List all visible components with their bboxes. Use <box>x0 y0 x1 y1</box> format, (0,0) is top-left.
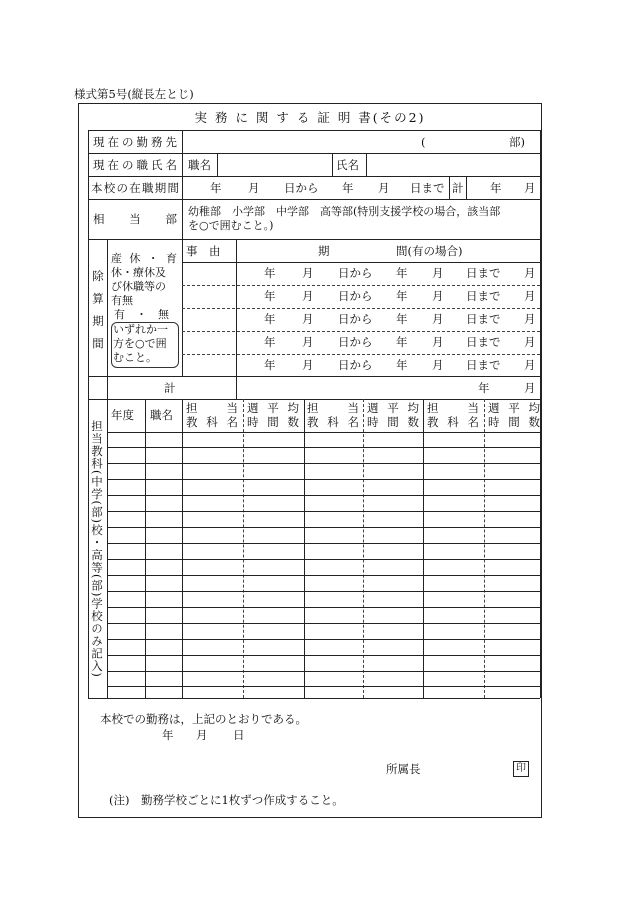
exclusion-reason-field[interactable] <box>184 286 234 306</box>
tenure-to-month: 月 <box>378 181 390 195</box>
name-label: 氏名 <box>336 158 359 172</box>
seal-mark: 印 <box>513 761 529 777</box>
position-label: 現在の職氏名 <box>93 158 177 172</box>
exclusion-reason-field[interactable] <box>184 263 234 283</box>
job-title-field[interactable] <box>219 155 331 175</box>
period-to-month: 月 <box>432 312 444 326</box>
name-field[interactable] <box>368 155 539 175</box>
footer-month: 月 <box>196 728 208 742</box>
period-from-year: 年 <box>264 266 276 280</box>
period-to-month: 月 <box>432 266 444 280</box>
period-to-month: 月 <box>432 335 444 349</box>
exclusion-note-line4: 有無 <box>111 294 133 307</box>
form-number-label: 様式第5号(縦長左とじ) <box>74 87 194 101</box>
tenure-label: 本校の在職期間 <box>91 181 179 195</box>
tenure-from-day: 日から <box>284 181 319 195</box>
period-duration-month: 月 <box>524 289 536 303</box>
col-subject-header-line1: 担 当 <box>186 401 238 415</box>
department-options-line1[interactable]: 幼稚部 小学部 中学部 高等部(特別支援学校の場合，該当部 <box>188 205 501 218</box>
col-hours-header-line2: 時間数 <box>247 415 299 429</box>
col-subject-header-line2: 教科名 <box>427 415 479 429</box>
exclusion-circle-note-line1: いずれか一 <box>113 323 168 336</box>
workplace-label: 現在の勤務先 <box>93 135 177 149</box>
period-from-month: 月 <box>302 312 314 326</box>
period-duration-month: 月 <box>524 266 536 280</box>
exclusion-circle-note-line2: 方を○で囲 <box>113 337 167 350</box>
tenure-total-year: 年 <box>490 181 502 195</box>
footer-day: 日 <box>233 728 245 742</box>
period-from-month: 月 <box>302 266 314 280</box>
period-from-day: 日から <box>338 358 373 372</box>
period-from-month: 月 <box>302 335 314 349</box>
footer-statement: 本校での勤務は，上記のとおりである。 <box>100 712 307 726</box>
exclusion-note-line1 <box>111 252 179 266</box>
exclusion-reason-field[interactable] <box>184 355 234 375</box>
tenure-from-month: 月 <box>248 181 260 195</box>
col-hours-header-line2: 時間数 <box>488 415 540 429</box>
period-to-month: 月 <box>432 358 444 372</box>
period-from-year: 年 <box>264 312 276 326</box>
period-from-year: 年 <box>264 335 276 349</box>
period-to-year: 年 <box>396 266 408 280</box>
col-year-header: 年度 <box>111 408 134 422</box>
period-header-b: 間(有の場合) <box>396 244 463 258</box>
exclusion-total-year: 年 <box>478 381 490 395</box>
period-to-day: 日まで <box>466 266 501 280</box>
period-duration-month: 月 <box>524 335 536 349</box>
footer-year: 年 <box>162 728 174 742</box>
col-subject-header-line1: 担 当 <box>307 401 359 415</box>
exclusion-reason-field[interactable] <box>184 309 234 329</box>
department-label: 相 当 部 <box>93 212 177 226</box>
subjects-vertical-label: 担当教科(中学(部)校・高等(部)学校のみ記入) <box>90 420 104 678</box>
col-subject-header-line2: 教科名 <box>307 415 359 429</box>
exclusion-total-label: 計 <box>164 381 176 395</box>
exclusion-note-text1: 産休・育 <box>111 252 177 265</box>
period-to-year: 年 <box>396 312 408 326</box>
period-from-year: 年 <box>264 289 276 303</box>
exclusion-yes-no[interactable]: 有 ・ 無 <box>114 308 169 321</box>
exclusion-reason-field[interactable] <box>184 332 234 352</box>
exclusion-total-month: 月 <box>524 381 536 395</box>
certificate-title: 実 務 に 関 す る 証 明 書(その2) <box>194 110 426 125</box>
exclusion-note-line2: 休・療休及 <box>111 266 166 279</box>
col-hours-header-line1: 週平均 <box>367 401 419 415</box>
job-title-label: 職名 <box>188 158 211 172</box>
period-from-day: 日から <box>338 335 373 349</box>
workplace-unit: 部) <box>509 135 525 149</box>
period-from-day: 日から <box>338 266 373 280</box>
tenure-from-year: 年 <box>210 181 222 195</box>
period-to-day: 日まで <box>466 312 501 326</box>
period-from-day: 日から <box>338 312 373 326</box>
period-to-day: 日まで <box>466 289 501 303</box>
period-to-year: 年 <box>396 358 408 372</box>
period-to-month: 月 <box>432 289 444 303</box>
col-hours-header-line2: 時間数 <box>367 415 419 429</box>
tenure-to-day: 日まで <box>410 181 445 195</box>
tenure-total-label: 計 <box>452 181 464 195</box>
col-hours-header-line1: 週平均 <box>247 401 299 415</box>
period-to-day: 日まで <box>466 358 501 372</box>
period-duration-month: 月 <box>524 358 536 372</box>
tenure-total-month: 月 <box>524 181 536 195</box>
period-to-day: 日まで <box>466 335 501 349</box>
period-header-a: 期 <box>318 244 330 258</box>
exclusion-vertical-label: 除算期間 <box>91 270 105 360</box>
exclusion-note-line3: び休職等の <box>111 280 166 293</box>
workplace-paren-open: ( <box>421 135 426 149</box>
exclusion-circle-note-line3: むこと。 <box>113 351 157 364</box>
principal-label: 所属長 <box>386 762 421 776</box>
reason-header: 事 由 <box>186 244 221 258</box>
col-job-header: 職名 <box>150 408 173 422</box>
period-from-month: 月 <box>302 289 314 303</box>
period-from-month: 月 <box>302 358 314 372</box>
col-hours-header-line1: 週平均 <box>488 401 540 415</box>
footer-note: (注) 勤務学校ごとに1枚ずつ作成すること。 <box>109 793 344 807</box>
department-options-line2: を○で囲むこと。) <box>188 219 274 232</box>
workplace-field[interactable] <box>184 132 540 152</box>
period-duration-month: 月 <box>524 312 536 326</box>
col-subject-header-line1: 担 当 <box>427 401 479 415</box>
period-from-day: 日から <box>338 289 373 303</box>
tenure-to-year: 年 <box>342 181 354 195</box>
period-from-year: 年 <box>264 358 276 372</box>
period-to-year: 年 <box>396 335 408 349</box>
col-subject-header-line2: 教科名 <box>186 415 238 429</box>
period-to-year: 年 <box>396 289 408 303</box>
